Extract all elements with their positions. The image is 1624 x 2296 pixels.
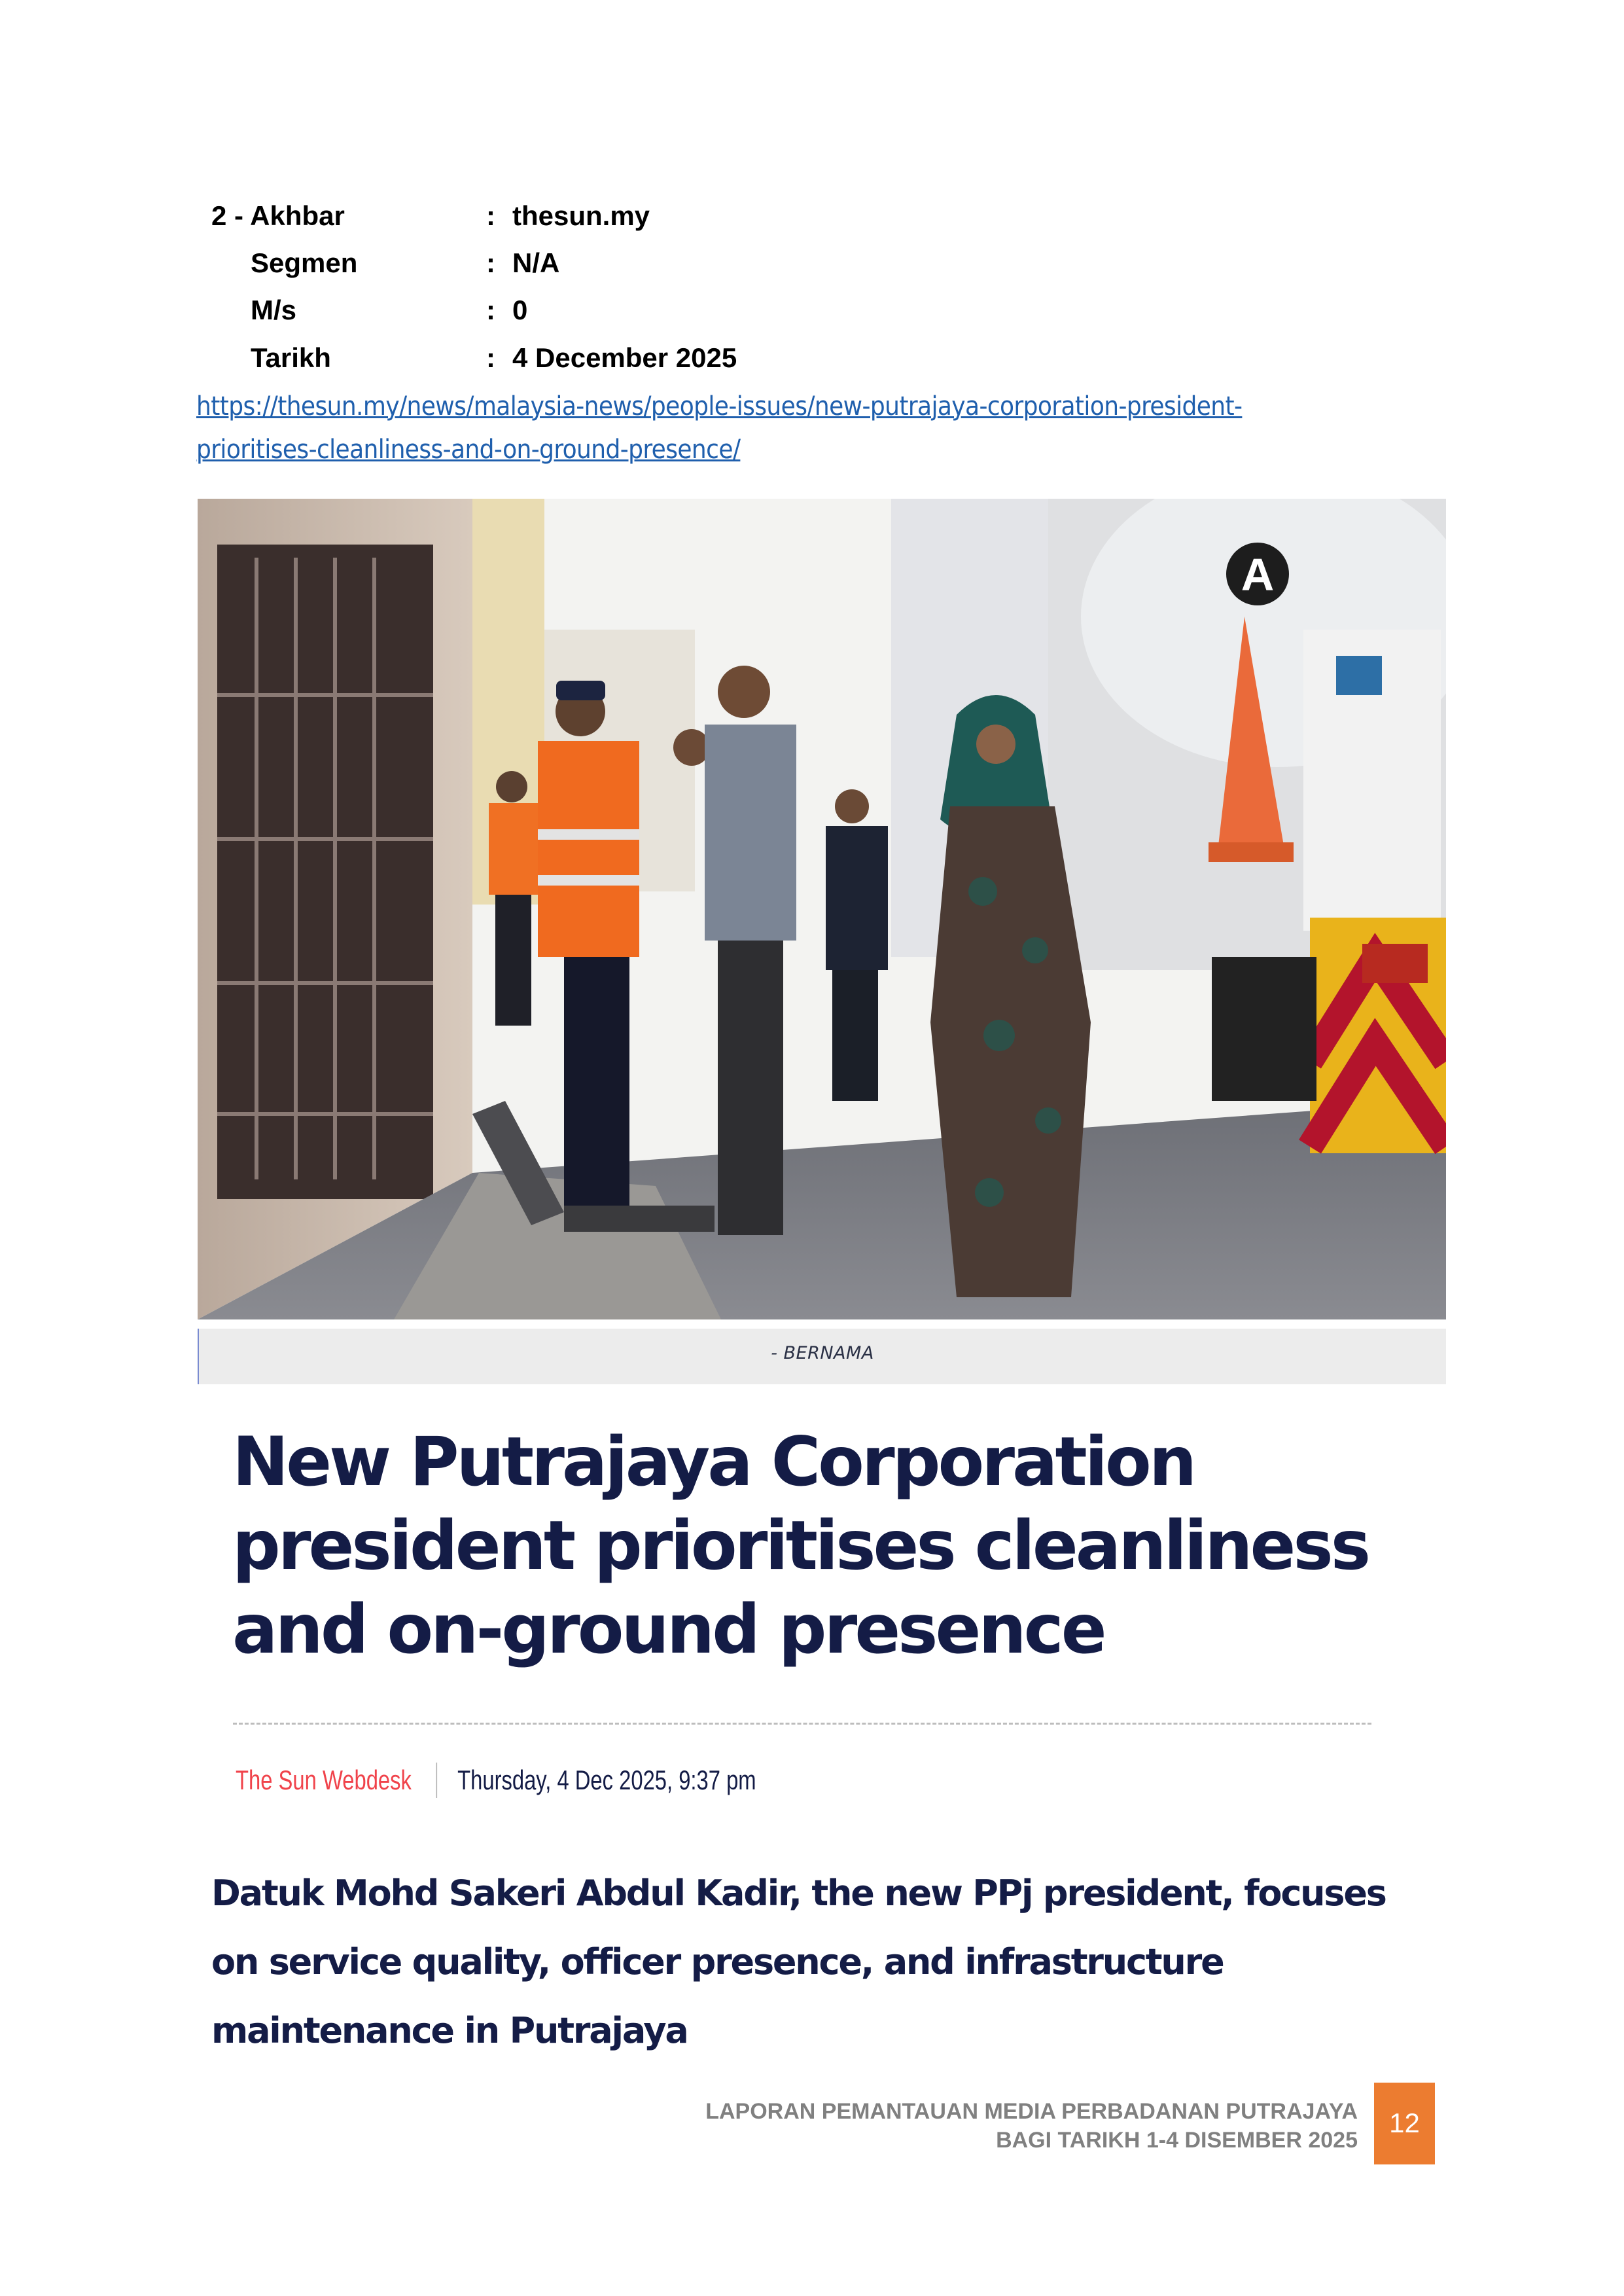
subhead-line-3: maintenance in Putrajaya <box>211 2010 688 2051</box>
report-footer <box>705 2097 1358 2155</box>
meta-label: Segmen <box>251 247 358 278</box>
page-number: 12 <box>1389 2108 1420 2138</box>
byline-separator <box>436 1763 437 1798</box>
footer-line-2: BAGI TARIKH 1-4 DISEMBER 2025 <box>996 2128 1358 2153</box>
article-subheading <box>211 1859 1455 2065</box>
meta-value-segmen: N/A <box>512 247 560 278</box>
headline-divider <box>233 1723 1371 1725</box>
meta-colon: : <box>486 295 495 325</box>
source-url-link[interactable] <box>196 385 1374 471</box>
article-headline <box>232 1420 1443 1672</box>
source-url-line-1[interactable]: https://thesun.my/news/malaysia-news/people-issues/new-putrajaya-corporation-president- <box>196 391 1243 422</box>
source-url-line-2[interactable]: prioritises-cleanliness-and-on-ground-presence/ <box>196 435 741 465</box>
headline-line-1: New Putrajaya Corporation <box>232 1423 1195 1501</box>
headline-line-2: president prioritises cleanliness <box>232 1507 1369 1585</box>
byline <box>236 1761 756 1800</box>
meta-value-ms: 0 <box>512 295 528 325</box>
meta-colon: : <box>486 200 495 231</box>
headline-line-3: and on-ground presence <box>232 1590 1104 1669</box>
meta-colon: : <box>486 247 495 278</box>
footer-line-1: LAPORAN PEMANTAUAN MEDIA PERBADANAN PUTRAJAYA <box>705 2099 1358 2124</box>
photo-caption-strip <box>198 1329 1446 1384</box>
photo-illustration <box>198 499 1446 1319</box>
author-link[interactable]: The Sun Webdesk <box>236 1765 412 1795</box>
meta-label: 2 - Akhbar <box>211 200 345 231</box>
meta-value-tarikh: 4 December 2025 <box>512 342 737 373</box>
meta-colon: : <box>486 342 495 373</box>
photo-caption: - BERNAMA <box>771 1343 874 1363</box>
meta-label: M/s <box>251 295 297 325</box>
page-number-badge <box>1374 2083 1435 2164</box>
article-photo <box>198 499 1446 1319</box>
meta-label: Tarikh <box>251 342 331 373</box>
svg-text:A: A <box>1241 549 1275 600</box>
subhead-line-1: Datuk Mohd Sakeri Abdul Kadir, the new PPj president, focuses <box>211 1873 1386 1914</box>
meta-value-akhbar: thesun.my <box>512 200 650 231</box>
subhead-line-2: on service quality, officer presence, and infrastructure <box>211 1941 1224 1982</box>
publish-date: Thursday, 4 Dec 2025, 9:37 pm <box>457 1765 756 1795</box>
